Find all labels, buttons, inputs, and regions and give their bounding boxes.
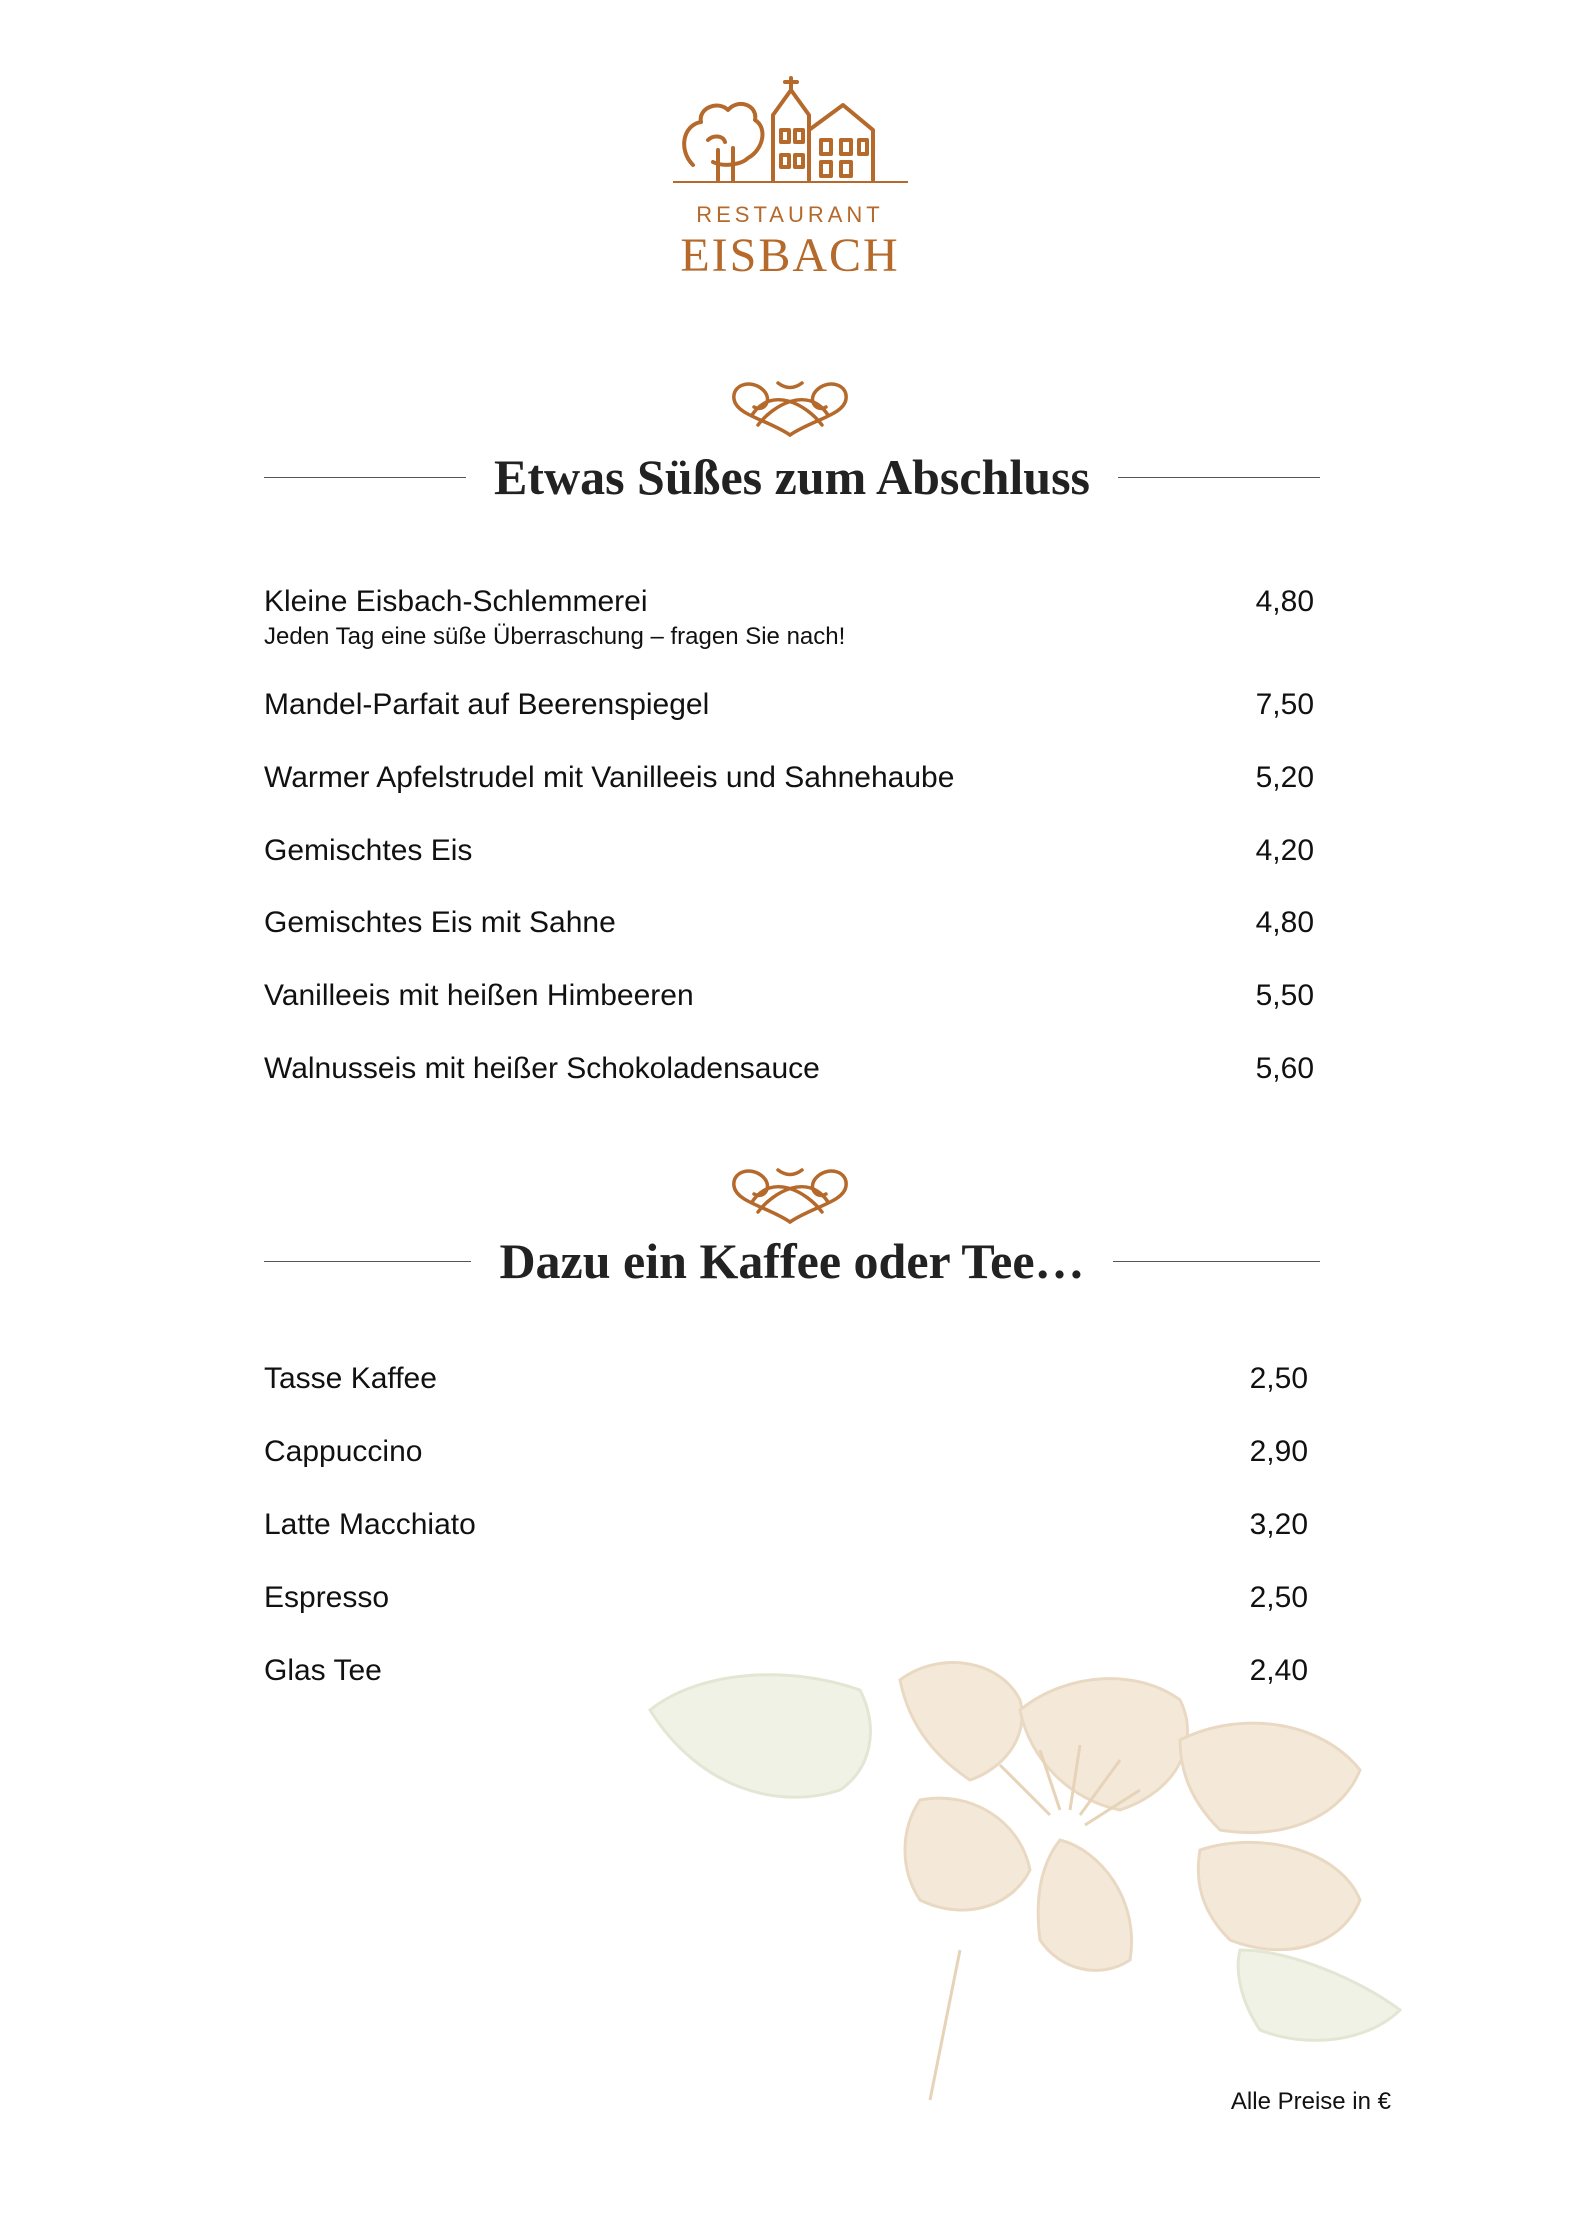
flourish-ornament-icon xyxy=(728,375,852,443)
menu-item xyxy=(264,1581,1308,1615)
menu-item xyxy=(264,979,1314,1013)
section-heading-coffee xyxy=(264,1232,1320,1290)
item-price: 2,50 xyxy=(1249,1362,1308,1395)
menu-item xyxy=(264,1362,1308,1396)
menu-item xyxy=(264,688,1314,722)
item-price: 4,80 xyxy=(1255,906,1314,939)
menu-item xyxy=(264,834,1314,868)
item-name: Gemischtes Eis mit Sahne xyxy=(264,906,616,939)
item-price: 5,50 xyxy=(1255,979,1314,1012)
item-name: Kleine Eisbach-Schlemmerei xyxy=(264,585,648,618)
item-name: Walnusseis mit heißer Schokoladensauce xyxy=(264,1052,820,1085)
heading-rule-right xyxy=(1118,477,1320,478)
item-price: 2,40 xyxy=(1249,1654,1308,1687)
menu-item xyxy=(264,1508,1308,1542)
item-price: 3,20 xyxy=(1249,1508,1308,1541)
logo-name: EISBACH xyxy=(680,229,900,282)
item-price: 2,50 xyxy=(1249,1581,1308,1614)
menu-item xyxy=(264,1052,1314,1086)
item-name: Vanilleeis mit heißen Himbeeren xyxy=(264,979,694,1012)
item-price: 5,20 xyxy=(1255,761,1314,794)
flourish-ornament-icon xyxy=(728,1162,852,1230)
heading-rule-left xyxy=(264,1261,471,1262)
item-price: 4,80 xyxy=(1255,585,1314,618)
menu-item xyxy=(264,585,1314,651)
item-name: Warmer Apfelstrudel mit Vanilleeis und Sahnehaube xyxy=(264,761,955,794)
item-price: 7,50 xyxy=(1255,688,1314,721)
item-name: Espresso xyxy=(264,1581,390,1614)
item-price: 2,90 xyxy=(1249,1435,1308,1468)
item-price: 5,60 xyxy=(1255,1052,1314,1085)
item-name: Glas Tee xyxy=(264,1654,382,1687)
item-name: Gemischtes Eis xyxy=(264,834,473,867)
price-note: Alle Preise in € xyxy=(1230,2088,1391,2115)
menu-item xyxy=(264,1435,1308,1469)
item-name: Tasse Kaffee xyxy=(264,1362,437,1395)
menu-item xyxy=(264,761,1314,795)
restaurant-logo xyxy=(670,70,910,285)
item-name: Mandel-Parfait auf Beerenspiegel xyxy=(264,688,710,721)
item-name: Latte Macchiato xyxy=(264,1508,476,1541)
menu-item xyxy=(264,906,1314,940)
flower-watermark-icon xyxy=(640,1650,1440,2110)
section-title: Etwas Süßes zum Abschluss xyxy=(493,449,1091,505)
logo-subtitle: RESTAURANT xyxy=(696,202,884,227)
section-heading-desserts xyxy=(264,448,1320,506)
item-price: 4,20 xyxy=(1255,834,1314,867)
item-name: Cappuccino xyxy=(264,1435,423,1468)
item-description: Jeden Tag eine süße Überraschung – fragen Sie nach! xyxy=(264,623,846,650)
building-trees-icon xyxy=(673,70,908,190)
heading-rule-right xyxy=(1113,1261,1320,1262)
heading-rule-left xyxy=(264,477,466,478)
section-title: Dazu ein Kaffee oder Tee… xyxy=(499,1233,1085,1289)
